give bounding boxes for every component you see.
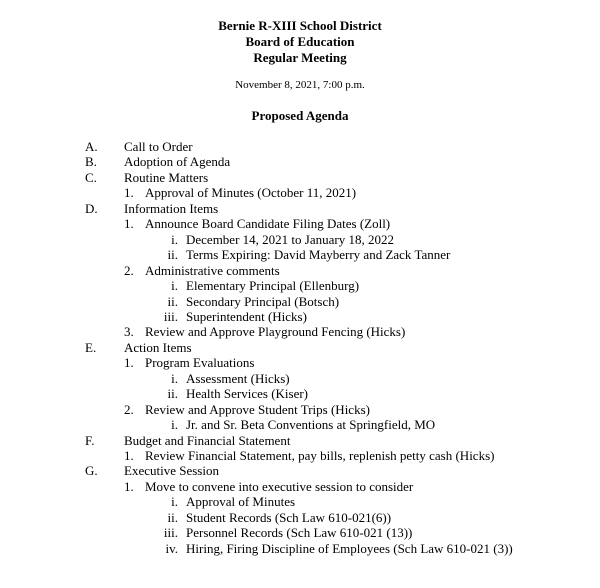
- section-title: Budget and Financial Statement: [124, 432, 291, 448]
- subitem-text: Approval of Minutes: [186, 494, 296, 510]
- item-number: 1.: [124, 355, 134, 371]
- subitem-number: ii.: [167, 293, 178, 309]
- subitem-text: Health Services (Kiser): [186, 386, 309, 402]
- section-title: Call to Order: [124, 139, 193, 154]
- subitem-text: Assessment (Hicks): [186, 370, 290, 386]
- subitem-text: Elementary Principal (Ellenburg): [186, 278, 360, 294]
- subitem-text: Superintendent (Hicks): [186, 308, 307, 324]
- item-number: 1.: [124, 216, 134, 232]
- subitem-text: Personnel Records (Sch Law 610-021 (13)): [186, 525, 413, 541]
- item-number: 1.: [124, 448, 134, 463]
- item-text: Review and Approve Playground Fencing (Hicks): [145, 324, 406, 340]
- item-number: 2.: [124, 262, 134, 278]
- subitem-number: ii.: [167, 509, 178, 525]
- meeting-date: November 8, 2021, 7:00 p.m.: [235, 79, 365, 91]
- subitem-number: iv.: [165, 540, 178, 556]
- item-text: Review Financial Statement, pay bills, replenish petty cash (Hicks): [145, 448, 495, 463]
- section-letter: A.: [85, 139, 98, 154]
- item-text: Announce Board Candidate Filing Dates (Zoll): [145, 216, 391, 232]
- item-text: Move to convene into executive session to consider: [145, 478, 414, 494]
- subitem-number: ii.: [167, 386, 178, 402]
- district-name: Bernie R-XIII School District: [218, 18, 382, 33]
- section-letter: D.: [85, 200, 98, 216]
- section-letter: E.: [85, 339, 97, 355]
- section-title: Executive Session: [124, 463, 219, 479]
- subitem-number: iii.: [163, 308, 178, 324]
- item-number: 1.: [124, 185, 134, 201]
- subitem-number: i.: [171, 278, 178, 294]
- item-text: Administrative comments: [145, 262, 280, 278]
- subitem-number: i.: [171, 417, 178, 433]
- section-letter: C.: [85, 169, 97, 185]
- subitem-number: ii.: [167, 247, 178, 263]
- agenda-title: Proposed Agenda: [251, 108, 349, 123]
- item-text: Review and Approve Student Trips (Hicks): [145, 401, 370, 417]
- subitem-number: i.: [171, 231, 178, 247]
- section-title: Adoption of Agenda: [124, 154, 231, 170]
- section-letter: G.: [85, 463, 98, 479]
- subitem-number: iii.: [163, 525, 178, 541]
- meeting-type: Regular Meeting: [253, 50, 347, 65]
- subitem-text: Hiring, Firing Discipline of Employees (Sch Law 610-021 (3)): [186, 540, 513, 556]
- subitem-text: Jr. and Sr. Beta Conventions at Springfield, MO: [186, 417, 436, 433]
- section-title: Action Items: [124, 339, 192, 355]
- section-letter: F.: [85, 432, 95, 448]
- item-text: Approval of Minutes (October 11, 2021): [145, 185, 357, 201]
- item-text: Program Evaluations: [145, 355, 255, 371]
- subitem-text: Secondary Principal (Botsch): [186, 293, 340, 309]
- subitem-text: Terms Expiring: David Mayberry and Zack Tanner: [186, 247, 451, 263]
- subitem-text: Student Records (Sch Law 610-021(6)): [186, 509, 392, 525]
- subitem-text: December 14, 2021 to January 18, 2022: [186, 231, 394, 247]
- section-title: Routine Matters: [124, 169, 209, 185]
- item-number: 1.: [124, 478, 134, 494]
- section-letter: B.: [85, 154, 97, 170]
- section-title: Information Items: [124, 200, 219, 216]
- board-name: Board of Education: [245, 34, 355, 49]
- item-number: 2.: [124, 401, 134, 417]
- subitem-number: i.: [171, 370, 178, 386]
- subitem-number: i.: [171, 494, 178, 510]
- item-number: 3.: [124, 324, 134, 340]
